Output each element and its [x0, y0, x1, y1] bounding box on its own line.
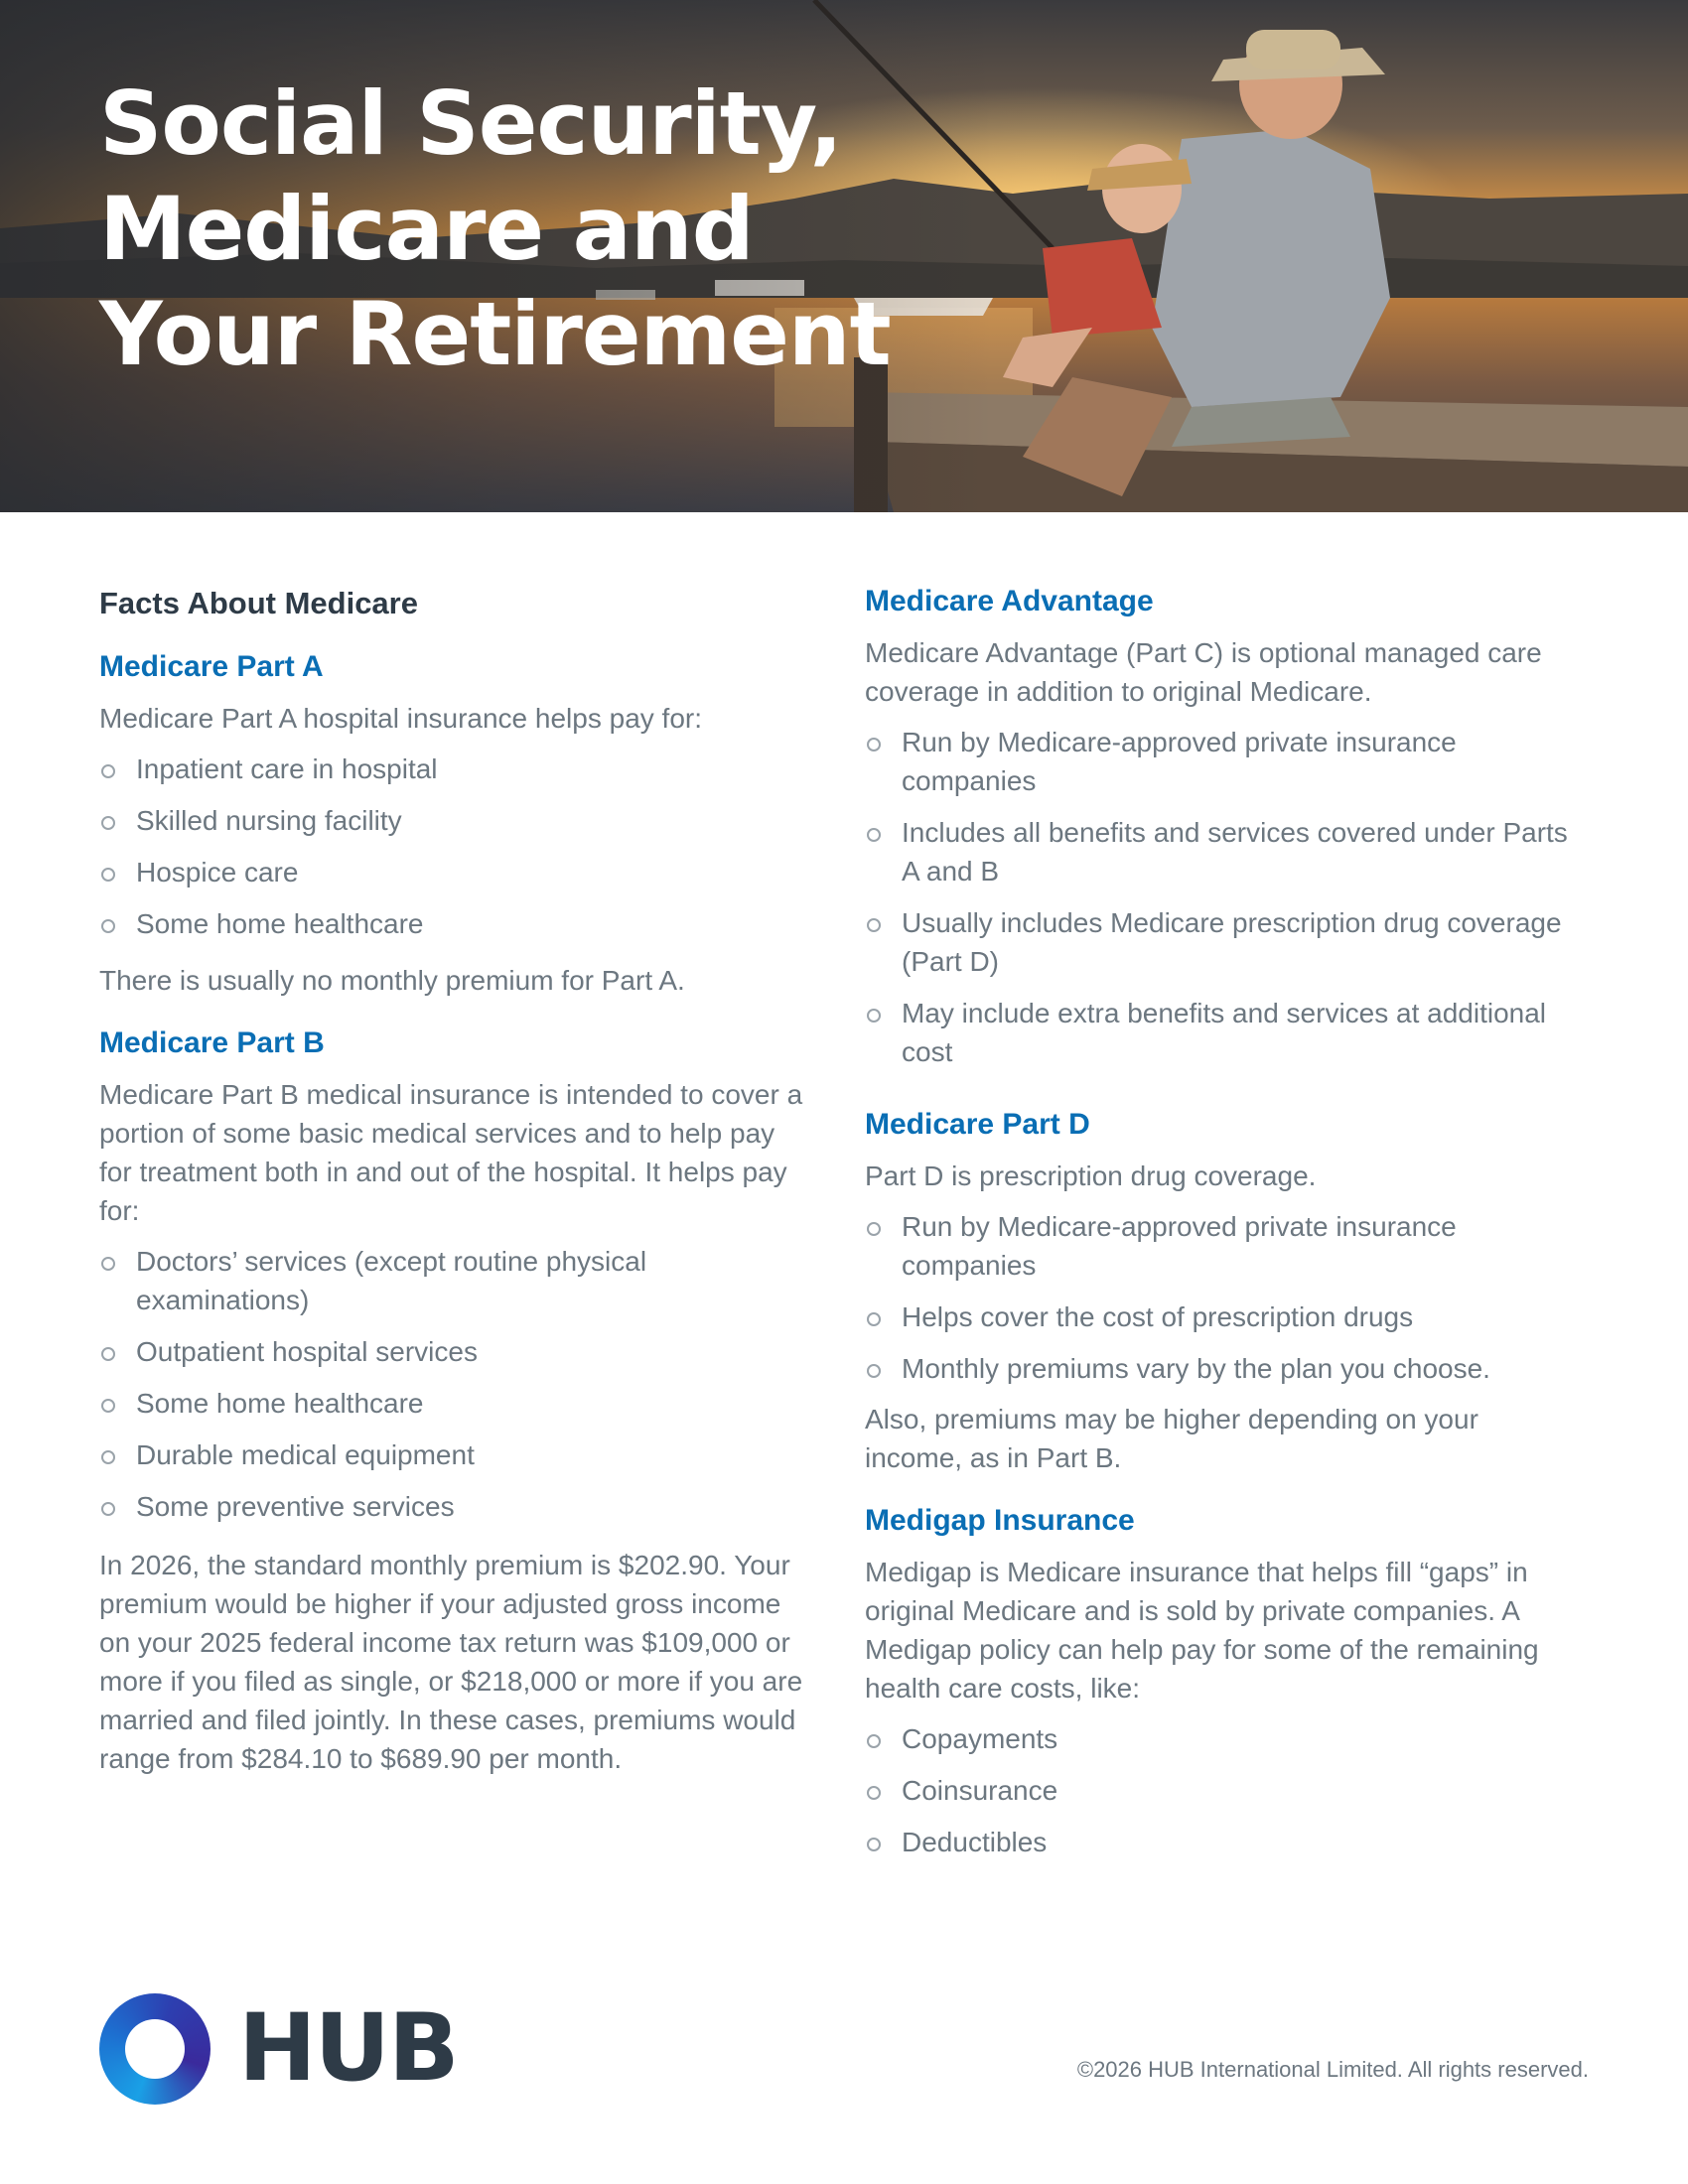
part-d-intro: Part D is prescription drug coverage. — [865, 1160, 1317, 1191]
part-a-intro: Medicare Part A hospital insurance helps pay for: — [99, 703, 703, 734]
hub-logo — [99, 1993, 457, 2105]
page-title — [99, 71, 891, 387]
right-column — [865, 582, 1580, 1861]
part-b-heading: Medicare Part B — [99, 1026, 325, 1059]
medigap-intro: Medigap is Medicare insurance that helps fill “gaps” in original Medicare and is sold by private companies. A Medigap policy can help pay for some of the remaining health care costs, like: — [865, 1557, 1539, 1704]
hub-ring-logo-icon — [99, 1993, 211, 2105]
hero-banner — [0, 0, 1688, 512]
part-a-heading: Medicare Part A — [99, 650, 324, 683]
list-item: Run by Medicare-approved private insurance companies — [865, 723, 1580, 800]
title-line: Your Retirement — [99, 283, 891, 385]
medigap-heading: Medigap Insurance — [865, 1504, 1135, 1537]
list-item: Includes all benefits and services covered under Parts A and B — [865, 813, 1580, 890]
logo-text: HUB — [238, 1994, 458, 2103]
list-item: Doctors’ services (except routine physical examinations) — [99, 1242, 814, 1319]
list-item: Some home healthcare — [99, 904, 814, 943]
part-a-list — [99, 750, 814, 943]
medigap-list — [865, 1719, 1580, 1861]
list-item: Some preventive services — [99, 1487, 814, 1526]
list-item: Copayments — [865, 1719, 1580, 1758]
list-item: Run by Medicare-approved private insurance companies — [865, 1207, 1580, 1285]
list-item: Skilled nursing facility — [99, 801, 814, 840]
advantage-list — [865, 723, 1580, 1071]
part-b-list — [99, 1242, 814, 1526]
list-item: May include extra benefits and services at additional cost — [865, 994, 1580, 1071]
list-item: Hospice care — [99, 853, 814, 891]
part-d-list — [865, 1207, 1580, 1388]
part-d-heading: Medicare Part D — [865, 1108, 1090, 1141]
part-b-intro: Medicare Part B medical insurance is intended to cover a portion of some basic medical services and to help pay for treatment both in and out of the hospital. It helps pay for: — [99, 1079, 803, 1226]
copyright-notice: ©2026 HUB International Limited. All rights reserved. — [1076, 2057, 1589, 2082]
part-a-note: There is usually no monthly premium for Part A. — [99, 965, 685, 996]
section-title: Facts About Medicare — [99, 586, 418, 620]
advantage-intro: Medicare Advantage (Part C) is optional managed care coverage in addition to original Medicare. — [865, 637, 1542, 707]
part-b-note: In 2026, the standard monthly premium is $202.90. Your premium would be higher if your adjusted gross income on your 2025 federal income tax return was $109,000 or more if you filed as single, or $218,000 or more if you are married and filed jointly. In these cases, premiums would range from $284.10 to $689.90 per month. — [99, 1550, 803, 1774]
list-item: Helps cover the cost of prescription drugs — [865, 1297, 1580, 1336]
title-line: Medicare and — [99, 178, 754, 280]
advantage-heading: Medicare Advantage — [865, 585, 1154, 617]
list-item: Outpatient hospital services — [99, 1332, 814, 1371]
list-item: Usually includes Medicare prescription drug coverage (Part D) — [865, 903, 1580, 981]
list-item: Durable medical equipment — [99, 1435, 814, 1474]
list-item: Monthly premiums vary by the plan you choose. — [865, 1349, 1580, 1388]
left-column — [99, 584, 814, 1778]
part-d-note: Also, premiums may be higher depending on your income, as in Part B. — [865, 1404, 1478, 1473]
list-item: Coinsurance — [865, 1771, 1580, 1810]
title-line: Social Security, — [99, 72, 842, 175]
list-item: Some home healthcare — [99, 1384, 814, 1423]
list-item: Deductibles — [865, 1823, 1580, 1861]
list-item: Inpatient care in hospital — [99, 750, 814, 788]
